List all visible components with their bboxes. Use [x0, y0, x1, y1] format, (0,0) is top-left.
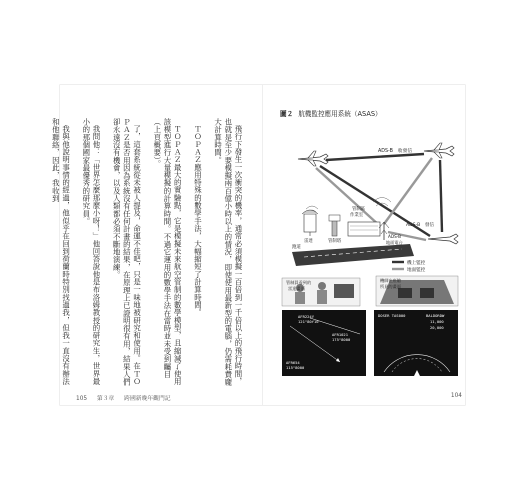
paragraph: ＴＯＰＡＺ最大的實驗點，它是模擬未來航空管制的數學模型，且縮減了使用該模型進行大量模擬的計算時間。不過它運用的數學手法在當時並未受到矚目（上頁概要）。 [152, 118, 183, 386]
figure-title [280, 108, 382, 118]
radar-label: 雷達 [304, 239, 313, 244]
adsb-ground-label: ADS-B 發信 [406, 223, 435, 228]
radar-tag: 115^8000 [286, 365, 305, 370]
left-page-footer [76, 393, 171, 402]
adsb-station-label: ADS-B 地面電台 [386, 234, 403, 245]
asas-diagram [280, 118, 460, 380]
cockpit-tag: DOSER TAS000 [378, 313, 406, 318]
tower-label: 管制塔 [328, 239, 342, 244]
aircraft-icon [428, 234, 458, 244]
aircraft-icon [298, 151, 328, 166]
legend-ground-label: 地面監控 [407, 268, 426, 273]
paragraph: 我與他說明事情的經過，他似乎在回到荷蘭時特別找過我，但我一直沒有辦法和他聯絡，因此，我收到 [51, 118, 71, 386]
cockpit-screen-label: 機師在座艙所見的畫面 [380, 278, 401, 289]
paragraph: ＴＯＰＡＺ應用特殊的數學手法，大幅縮短了計算時間。 [193, 125, 203, 317]
running-title: 跨國新晚年觀門記 [124, 396, 171, 402]
radar-tag: AFR654 [286, 360, 300, 365]
signal-arcs [306, 198, 391, 213]
page-number: 104 [450, 393, 462, 399]
adsb-broadcast-label: ADS-B 收發信 [378, 149, 413, 154]
legend-air-label: 機上監控 [407, 261, 426, 266]
chapter-label: 第３章 [96, 396, 115, 402]
radar-tag: AFR224Y [298, 314, 315, 319]
controller-screen-label: 管制員看到的雷達畫面 [286, 280, 312, 291]
radar-tag: AFR1021 [332, 332, 349, 337]
radar-icon [302, 210, 318, 236]
tower-icon [329, 215, 340, 236]
cockpit-tag: BALDORDW [426, 313, 445, 318]
control-center-label: 管制區作業室 [350, 207, 366, 218]
aircraft-icon [424, 143, 454, 158]
page-number: 105 [76, 396, 88, 402]
cockpit-display [374, 310, 458, 376]
left-page-body [51, 118, 243, 388]
legend [392, 262, 404, 269]
runway-label: 跑道 [292, 245, 301, 250]
figure-caption: 航機監控應用系統（ASAS） [298, 110, 382, 118]
cockpit-tag: 20,000 [430, 325, 444, 330]
page-gutter [262, 85, 263, 405]
radar-tag: 121^80f10 [298, 319, 319, 324]
cockpit-tag: 11,000 [430, 319, 444, 324]
radar-tag: 175^8000 [332, 337, 351, 342]
control-center-icon [348, 222, 380, 236]
figure-number: 圖２ [280, 110, 294, 118]
paragraph: 我問他：「世界怎麼那麼小呀！」他回答說他是布洛姆教授的研究生，世界最小的那個國家最優秀的研究員。 [81, 118, 101, 386]
right-page-footer [451, 393, 462, 399]
paragraph: 飛行下發生一次衝突的機率，通常必須模擬一百倍到一千倍以上的飛行時間，也就是至少要模擬兩百億小時以上的情況，即使使用最新型的電腦，仍需耗費龐大計算時間。 [213, 118, 243, 386]
paragraph: 了，這套系統從未被人提及，命運不佳吧，只是一味地被研究和使用。在ＴＯＰＡＺ是否用因為系統沒有任何計畫的結果，在原理上已證明很有用，結果人們卻永遠沒有機會，以及人類都必須不斷地演練。 [112, 118, 142, 386]
